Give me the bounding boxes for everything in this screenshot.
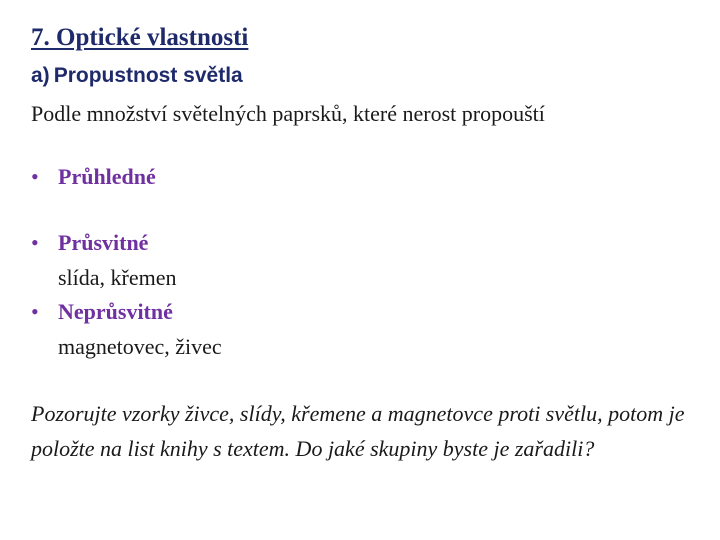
slide-title: 7. Optické vlastnosti [31,24,249,51]
bullet-example: slída, křemen [58,265,177,290]
bullet-label: Průsvitné [58,230,149,255]
bullet-label: Neprůsvitné [58,299,173,324]
section-description: Podle množství světelných paprsků, které nerost propouští [31,101,545,126]
bullet-dot-icon: • [31,230,39,255]
bullet-item-prusvitne [31,230,148,256]
section-heading-text: Propustnost světla [53,64,243,87]
bullet-item-nepruvitne [31,299,173,325]
section-marker: a) [31,64,50,87]
bullet-dot-icon: • [31,299,39,324]
section-heading [31,64,243,88]
bullet-label: Průhledné [58,164,156,189]
bullet-dot-icon: • [31,164,39,189]
bullet-item-pruhledne [31,164,156,190]
bullet-example: magnetovec, živec [58,334,222,359]
task-instruction: Pozorujte vzorky živce, slídy, křemene a magnetovce proti světlu, potom je položte na list knihy s textem. Do jaké skupiny byste je zařadili? [31,401,685,461]
